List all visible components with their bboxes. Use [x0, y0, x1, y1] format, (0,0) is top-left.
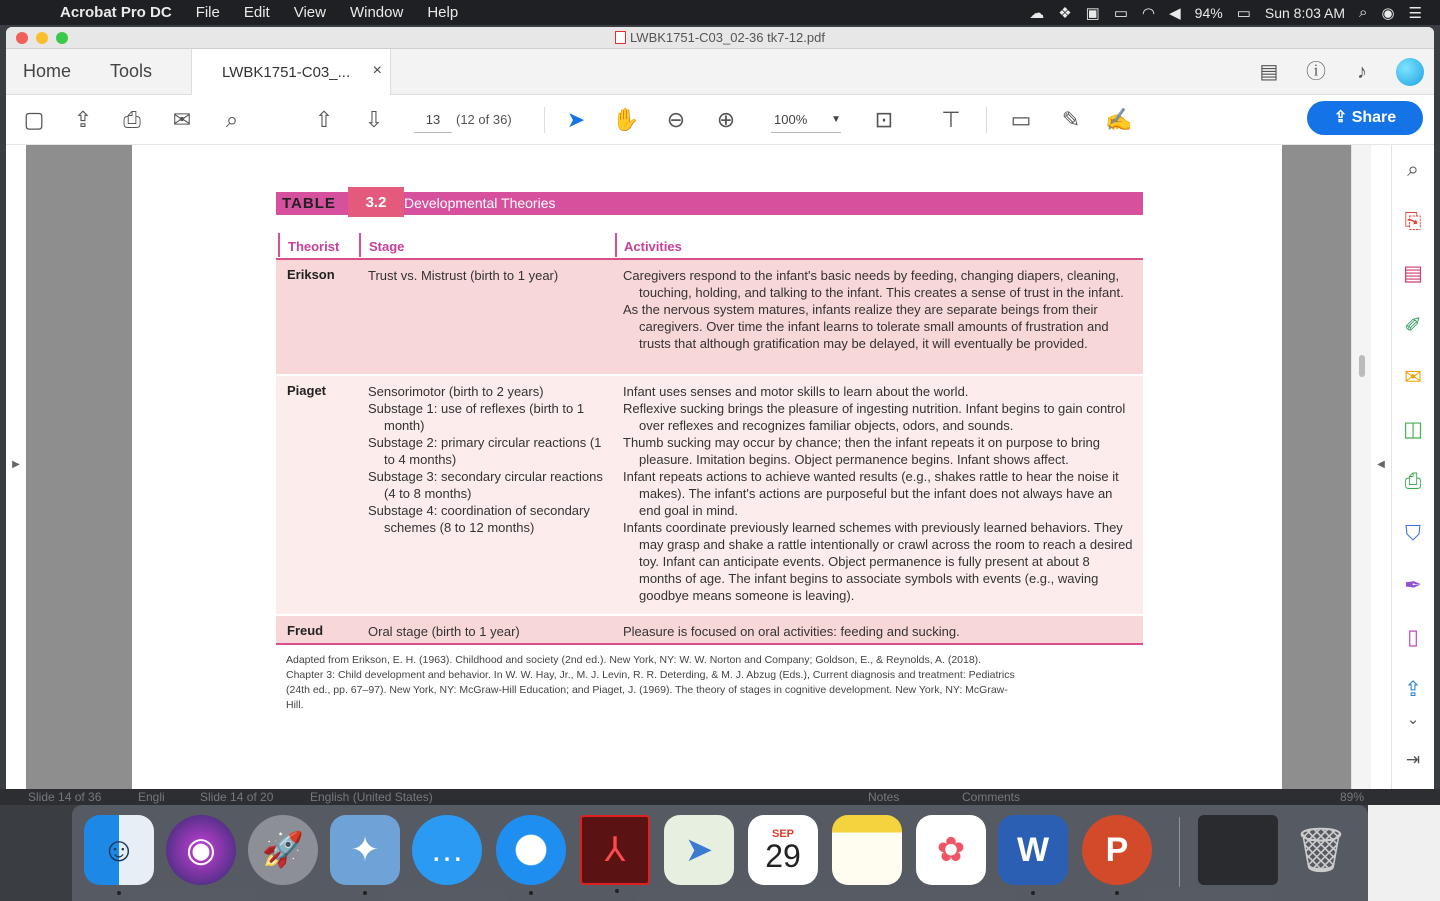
bell-icon[interactable]: ♪ [1357, 61, 1367, 83]
menu-bar [0, 0, 1440, 25]
share-tool-icon[interactable]: ⇪ [1404, 678, 1422, 701]
right-panel-toggle[interactable]: ◀ [1377, 459, 1385, 470]
scroll-mode-icon[interactable]: ⊤ [941, 107, 961, 132]
activity-paragraph: Reflexive sucking brings the pleasure of ingesting nutrition. Infant begins to gain control over reflexes and recognizes familiar objects, odors, and sounds. [623, 401, 1126, 433]
calendar-month: SEP [771, 828, 794, 840]
column-header-activities: Activities [624, 239, 682, 254]
activity-paragraph: As the nervous system matures, infants realize they are separate beings from their caregivers. Over time the infant learns to tolerate small amounts of frustration and trusts that although gratification may be delayed, it will eventually be provided. [623, 302, 1109, 351]
column-header-stage: Stage [369, 239, 405, 254]
comment-tool-icon[interactable]: ✉ [1404, 366, 1422, 389]
siri-icon[interactable]: ◉ [166, 815, 236, 885]
organize-pages-icon[interactable]: ▤ [1403, 262, 1423, 285]
zoom-in-icon[interactable]: ⊕ [716, 107, 736, 132]
app-menu[interactable]: Acrobat Pro DC [60, 4, 172, 21]
calendar-icon[interactable] [748, 815, 818, 885]
acrobat-icon[interactable]: ⅄ [580, 815, 650, 885]
title-bar [6, 27, 1434, 49]
acrobat-window [6, 27, 1434, 789]
wifi-icon[interactable]: ◠ [1142, 4, 1156, 22]
menu-clock[interactable]: Sun 8:03 AM [1264, 4, 1346, 21]
chevron-down-icon: ▼ [831, 114, 841, 125]
print-icon[interactable]: ⎙ [123, 107, 141, 132]
share-button[interactable] [1307, 101, 1423, 135]
activity-paragraph: Pleasure is focused on oral activities: feeding and sucking. [623, 624, 960, 639]
share-label: Share [1351, 109, 1397, 126]
running-indicator [117, 891, 121, 895]
select-arrow-icon[interactable]: ➤ [566, 107, 586, 132]
language-indicator: Engli [138, 790, 165, 804]
comments-button[interactable]: Comments [962, 790, 1021, 804]
theorist-cell: Piaget [287, 383, 327, 398]
minimized-window-icon[interactable] [1198, 815, 1278, 885]
previous-page-icon[interactable]: ⇧ [314, 107, 334, 132]
close-tab-button[interactable]: × [372, 62, 382, 79]
calendar-day: 29 [765, 838, 801, 874]
pdf-page[interactable] [132, 145, 1282, 789]
theorist-cell: Erikson [287, 267, 335, 282]
notes-app-icon[interactable] [832, 815, 902, 885]
airplay-icon[interactable]: ▭ [1113, 4, 1129, 22]
menu-file[interactable]: File [195, 4, 220, 21]
tab-tools[interactable]: Tools [110, 61, 153, 81]
photos-icon[interactable]: ✿ [916, 815, 986, 885]
status-zoom[interactable]: 89% [1340, 790, 1365, 804]
menu-view[interactable]: View [293, 4, 326, 21]
running-indicator [529, 891, 533, 895]
pdf-file-icon [615, 31, 626, 44]
comments-icon[interactable]: ▤ [1259, 61, 1279, 83]
background-app-status-bar [0, 789, 1440, 805]
chevron-down-icon[interactable]: ⌄ [1406, 711, 1420, 728]
stage-cell [368, 623, 608, 640]
slide-indicator: Slide 14 of 20 [200, 790, 274, 804]
stage-line: Substage 3: secondary circular reactions (4 to 8 months) [368, 469, 603, 501]
window-minimize-button[interactable] [36, 32, 48, 44]
export-pdf-icon[interactable]: ▯ [1407, 626, 1419, 649]
menu-edit[interactable]: Edit [243, 4, 270, 21]
page-count: (12 of 36) [456, 112, 512, 127]
zoom-select[interactable] [771, 107, 841, 133]
tab-document[interactable] [191, 49, 391, 95]
tab-home[interactable]: Home [23, 61, 72, 81]
comment-icon[interactable]: ▭ [1010, 107, 1032, 132]
background-window-edge [1368, 805, 1440, 901]
scrollbar-thumb[interactable] [1359, 355, 1365, 377]
stage-line: Substage 2: primary circular reactions (1 to 4 months) [368, 435, 602, 467]
table-row [276, 260, 1143, 374]
vertical-scrollbar[interactable] [1351, 145, 1371, 789]
collapse-panel-icon[interactable]: ⇥ [1405, 750, 1421, 769]
fill-sign-icon[interactable]: ✒ [1404, 574, 1422, 597]
upload-cloud-icon[interactable]: ⇪ [73, 107, 93, 132]
column-marker [359, 233, 361, 257]
slide-indicator: Slide 14 of 36 [28, 790, 102, 804]
activity-paragraph: Infants coordinate previously learned schemes with previously learned behaviors. They may grasp and shake a rattle intentionally or crawl across the room to reach a desired toy. Infant can anticipate events. Object permanence is fully present at about 8 months of age. The infant begins to associate symbols with events (e.g., waving goodbye means someone is leaving). [623, 520, 1133, 603]
zoom-search-icon[interactable]: ⌕ [1407, 158, 1419, 181]
tools-rail [1391, 145, 1434, 789]
fit-page-icon[interactable]: ⊡ [874, 107, 894, 132]
volume-icon[interactable]: ◀ [1169, 4, 1181, 22]
menu-help[interactable]: Help [427, 4, 459, 21]
window-close-button[interactable] [16, 32, 28, 44]
activity-paragraph: Infant uses senses and motor skills to learn about the world. [623, 384, 969, 399]
column-marker [278, 233, 280, 257]
dropbox-icon[interactable]: ❖ [1058, 4, 1072, 22]
window-title: LWBK1751-C03_02-36 tk7-12.pdf [630, 30, 825, 45]
hand-tool-icon[interactable]: ✋ [612, 107, 640, 132]
email-icon[interactable]: ✉ [172, 107, 192, 132]
tab-bar [6, 49, 1434, 95]
maps-icon[interactable]: ➤ [664, 815, 734, 885]
table-label-number: 3.2 [348, 187, 404, 217]
safari-icon[interactable]: ➚ [496, 815, 566, 885]
activity-paragraph: Caregivers respond to the infant's basic needs by feeding, changing diapers, cleaning, touching, holding, and talking to the infant. This creates a sense of trust in the infant. [623, 268, 1124, 300]
column-header-theorist: Theorist [288, 239, 340, 254]
stage-cell [368, 383, 608, 536]
table-title: Developmental Theories [404, 195, 556, 211]
preview-icon[interactable]: ✦ [330, 815, 400, 885]
display-icon[interactable]: ▣ [1085, 4, 1100, 22]
table-row [276, 616, 1143, 645]
language-indicator: English (United States) [310, 790, 433, 804]
document-tab-label: LWBK1751-C03_... [222, 64, 351, 81]
running-indicator [1115, 891, 1119, 895]
notification-center-icon[interactable]: ☰ [1408, 4, 1422, 22]
running-indicator [363, 891, 367, 895]
protect-shield-icon[interactable]: ⛉ [1405, 522, 1421, 545]
theorist-cell: Freud [287, 623, 324, 638]
combine-files-icon[interactable]: ◫ [1403, 418, 1423, 441]
print-production-icon[interactable]: ⎙ [1404, 470, 1422, 493]
create-pdf-icon[interactable]: ⎘ [1404, 210, 1422, 233]
left-panel-toggle[interactable]: ▶ [6, 145, 26, 789]
page-number-input[interactable]: 13 [414, 107, 452, 133]
stage-line: Oral stage (birth to 1 year) [368, 624, 520, 639]
battery-icon[interactable]: ▭ [1236, 4, 1251, 22]
stage-line: Sensorimotor (birth to 2 years) [368, 384, 544, 399]
dock-divider [1179, 817, 1180, 887]
table-label-word: TABLE [282, 195, 336, 212]
activities-cell [623, 267, 1133, 352]
creative-cloud-icon[interactable]: ☁ [1029, 4, 1045, 22]
notes-button[interactable]: Notes [868, 790, 900, 804]
stage-line: Substage 4: coordination of secondary schemes (8 to 12 months) [368, 503, 590, 535]
toolbar-divider [544, 107, 545, 133]
table-row [276, 376, 1143, 614]
save-icon[interactable]: ▢ [23, 107, 45, 132]
dock [72, 805, 1368, 901]
siri-icon[interactable]: ◉ [1381, 4, 1395, 22]
document-viewport [6, 145, 1434, 789]
powerpoint-icon[interactable]: P [1082, 815, 1152, 885]
activity-paragraph: Infant repeats actions to achieve wanted results (e.g., shakes rattle to hear the noise it makes). The infant's actions are purposeful but the infant does not always have an end goal in mind. [623, 469, 1119, 518]
window-zoom-button[interactable] [56, 32, 68, 44]
spotlight-search-icon[interactable]: ⌕ [1359, 4, 1368, 21]
activities-cell [623, 623, 1133, 640]
menu-window[interactable]: Window [349, 4, 404, 21]
help-icon[interactable]: ⓘ [1306, 61, 1326, 83]
share-icon: ⇪ [1333, 109, 1352, 126]
toolbar [6, 95, 1434, 145]
running-indicator [615, 889, 619, 893]
running-indicator [1031, 891, 1035, 895]
battery-percent[interactable]: 94% [1194, 4, 1223, 21]
stage-cell [368, 267, 608, 284]
activity-paragraph: Thumb sucking may occur by chance; then the infant repeats it on purpose to bring pleasure. Imitation begins. Object permanence begins. Infant shows affect. [623, 435, 1100, 467]
table-footnote: Adapted from Erikson, E. H. (1963). Childhood and society (2nd ed.). New York, NY: W. W. Norton and Company; Goldson, E., & Reynolds, A. (2018). Chapter 3: Child development and behavior. In W. W. Hay, Jr., M. J. Levin, R. R. Deterding, & M. J. Abzug (Eds.), Current diagnosis and treatment: Pediatrics (24th ed., pp. 67–97). New York, NY: McGraw-Hill Education; and Piaget, J. (1969). The theory of stages in cognitive development. New York, NY: McGraw-Hill. [286, 654, 1015, 711]
activities-cell [623, 383, 1133, 604]
search-icon[interactable]: ⌕ [225, 107, 239, 132]
next-page-icon[interactable]: ⇩ [364, 107, 384, 132]
zoom-out-icon[interactable]: ⊖ [666, 107, 686, 132]
messages-icon[interactable]: … [412, 815, 482, 885]
avatar[interactable] [1396, 58, 1424, 86]
sign-icon[interactable]: ✍ [1105, 107, 1133, 132]
highlight-pen-icon[interactable]: ✎ [1061, 107, 1081, 132]
stage-line: Substage 1: use of reflexes (birth to 1 month) [368, 401, 585, 433]
column-marker [615, 233, 617, 257]
stage-line: Trust vs. Mistrust (birth to 1 year) [368, 268, 559, 283]
edit-pdf-icon[interactable]: ✐ [1404, 314, 1422, 337]
trash-icon[interactable]: 🗑 [1293, 826, 1349, 875]
finder-icon[interactable]: ☺ [84, 815, 154, 885]
word-icon[interactable]: W [998, 815, 1068, 885]
toolbar-divider [986, 107, 987, 133]
zoom-value: 100% [774, 112, 808, 127]
launchpad-icon[interactable]: 🚀 [248, 815, 318, 885]
page-background [26, 145, 1351, 789]
table-title-bar [276, 192, 1143, 215]
